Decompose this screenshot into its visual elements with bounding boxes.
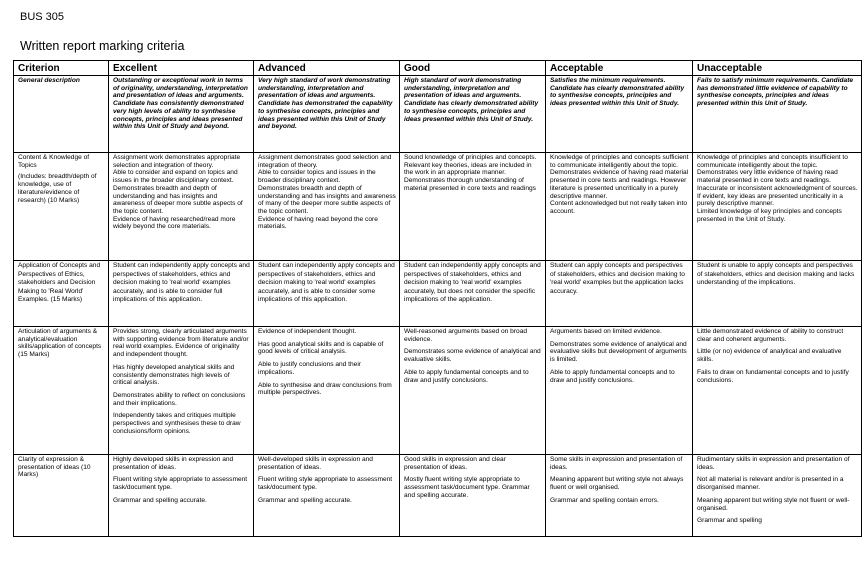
advanced-cell [254,455,400,537]
descriptor-line: Evidence of independent thought. [258,328,357,335]
descriptor-line: Fluent writing style appropriate to assessment task/document type. [113,476,248,492]
advanced-cell: Student can independently apply concepts and perspectives of stakeholders, ethics and decision making to 'real world' examples accurately, and is able to consider some implications of this application. [254,261,400,327]
descriptor-line: If evident, key ideas are presented uncritically in a purely descriptive manner. [697,192,843,208]
unacceptable-cell [693,327,862,455]
criterion-cell: General description [14,76,109,153]
descriptor-line: Able to justify conclusions and their implications. [258,361,361,376]
descriptor-line: Demonstrates ability to reflect on conclusions and their implications. [113,391,246,407]
excellent-cell: Outstanding or exceptional work in terms of originality, understanding, interpretation and presentation of ideas and arguments. Candidate has consistently demonstrated very high levels of ability to synthesise concepts, principles and ideas presented within this Unit of Study and beyond. [109,76,254,153]
descriptor-line: Demonstrates evidence of having read material presented in core texts and readings. However literature is presented uncritically in a purely descriptive manner. [550,169,689,200]
descriptor-line: Fluent writing style appropriate to assessment task/document type. [258,476,393,492]
descriptor-line: Evidence of having read beyond the core materials. [258,215,378,231]
course-code: BUS 305 [20,11,65,23]
criterion-title: Content & Knowledge of Topics [18,154,90,169]
descriptor-line: Grammar and spelling accurate. [258,496,352,504]
descriptor-line: Able to synthesise and draw conclusions from multiple perspectives. [258,381,392,397]
table-row-content-knowledge [14,153,862,261]
excellent-cell: Student can independently apply concepts and perspectives of stakeholders, ethics and decision making to 'real world' examples accurately, and is able to consider full implications of this application. [109,261,254,327]
descriptor-line: Able to apply fundamental concepts and to draw and justify conclusions. [404,368,529,384]
descriptor-line: Good skills in expression and clear presentation of ideas. [404,456,506,471]
table-row-general-description [14,76,862,153]
descriptor-line: Demonstrates breadth and depth of understanding and has insights and awareness of deeper more subtle aspects of the topic content. [113,184,243,215]
advanced-cell: Very high standard of work demonstrating understanding, interpretation and presentation of ideas and arguments. Candidate has demonstrated the capability to synthesise concepts, principles and ideas presented within this Unit of Study and beyond. [254,76,400,153]
descriptor-line: Not all material is relevant and/or is presented in a disorganised manner. [697,476,844,492]
unacceptable-cell [693,455,862,537]
descriptor-line: Fails to draw on fundamental concepts and to justify conclusions. [697,368,849,384]
acceptable-cell: Student can apply concepts and perspectives of stakeholders, ethics and decision making to 'real world' examples but the application lacks accuracy. [546,261,693,327]
criterion-cell: Articulation of arguments & analytical/evaluation skills/application of concepts (15 Marks) [14,327,109,455]
advanced-cell [254,153,400,261]
criterion-cell: Application of Concepts and Perspectives of Ethics, stakeholders and Decision Making to 'Real World' Examples. (15 Marks) [14,261,109,327]
acceptable-cell: Satisfies the minimum requirements. Candidate has clearly demonstrated ability to synthesise concepts, principles and ideas presented within this Unit of Study. [546,76,693,153]
page-title: Written report marking criteria [20,39,185,53]
excellent-cell [109,327,254,455]
column-header-good: Good [400,61,546,76]
good-cell [400,153,546,261]
descriptor-line: Grammar and spelling [697,517,762,525]
descriptor-line: Rudimentary skills in expression and presentation of ideas. [697,456,850,471]
descriptor-line: Little demonstrated evidence of ability to construct clear and coherent arguments. [697,328,844,343]
descriptor-line: Sound knowledge of principles and concepts. Relevant key theories, ideas are included in the work in an appropriate manner. [404,154,537,177]
descriptor-line: Grammar and spelling contain errors. [550,496,659,504]
excellent-cell [109,455,254,537]
good-cell: High standard of work demonstrating understanding, interpretation and presentation of ideas and arguments. Candidate has clearly demonstrated ability to synthesise concepts, principles and ideas presented within this Unit of Study. [400,76,546,153]
table-row-clarity-of-expression [14,455,862,537]
descriptor-line: Demonstrates thorough understanding of material presented in core texts and readings [404,177,536,192]
column-header-excellent: Excellent [109,61,254,76]
descriptor-line: Highly developed skills in expression and presentation of ideas. [113,456,234,471]
acceptable-cell [546,153,693,261]
acceptable-cell [546,455,693,537]
good-cell [400,327,546,455]
criterion-detail: (Includes: breadth/depth of knowledge, use of literature/evidence of research) (10 Marks) [18,173,97,204]
descriptor-line: Meaning apparent but writing style not fluent or well-organised. [697,496,850,512]
descriptor-line: Able to consider topics and issues in the broader disciplinary context. [258,169,376,185]
excellent-cell [109,153,254,261]
descriptor-line: Well-developed skills in expression and presentation of ideas. [258,456,373,471]
descriptor-line: Demonstrates very little evidence of having read material presented in core texts and readings. Inaccurate or inconsistent acknowledgment of sources. [697,169,858,192]
descriptor-line: Some skills in expression and presentation of ideas. [550,456,683,471]
descriptor-line: Able to consider and expand on topics and issues in the broader disciplinary context. [113,169,238,185]
descriptor-line: Has good analytical skills and is capable of good levels of critical analysis. [258,340,384,356]
descriptor-line: Knowledge of principles and concepts insufficient to communicate intelligently about the topic. [697,154,848,169]
marking-criteria-table [13,60,862,537]
descriptor-line: Demonstrates some evidence of analytical and evaluative skills but development of arguments is limited. [550,340,687,364]
descriptor-line: Assignment work demonstrates appropriate selection and integration of theory. [113,154,241,169]
descriptor-line: Demonstrates some evidence of analytical and evaluative skills. [404,348,541,364]
good-cell [400,455,546,537]
unacceptable-cell [693,153,862,261]
unacceptable-cell: Student is unable to apply concepts and perspectives of stakeholders, ethics and decision making and lacks understanding of the implications. [693,261,862,327]
column-header-criterion: Criterion [14,61,109,76]
descriptor-line: Able to apply fundamental concepts and to draw and justify conclusions. [550,368,675,384]
good-cell: Student can independently apply concepts and perspectives of stakeholders, ethics and decision making to 'real world' examples accurately, but does not consider the specific implications of the application. [400,261,546,327]
descriptor-line: Provides strong, clearly articulated arguments with supporting evidence from literature and/or real world examples. Evidence of originality and independent thought. [113,328,249,359]
descriptor-line: Independently takes and critiques multiple perspectives and synthesises these to draw conclusions/form opinions. [113,412,241,435]
table-row-application-of-concepts [14,261,862,327]
descriptor-line: Knowledge of principles and concepts sufficient to communicate intelligently about the topic. [550,154,689,169]
unacceptable-cell: Fails to satisfy minimum requirements. Candidate has demonstrated little evidence of capability to synthesise concepts, principles and ideas presented within this Unit of Study. [693,76,862,153]
criterion-cell: Clarity of expression & presentation of ideas (10 Marks) [14,455,109,537]
descriptor-line: Arguments based on limited evidence. [550,328,662,335]
table-row-articulation-of-arguments [14,327,862,455]
descriptor-line: Has highly developed analytical skills and consistently demonstrates high levels of critical analysis. [113,363,235,387]
acceptable-cell [546,327,693,455]
descriptor-line: Content acknowledged but not really taken into account. [550,200,688,215]
descriptor-line: Grammar and spelling accurate. [113,496,207,504]
column-header-acceptable: Acceptable [546,61,693,76]
descriptor-line: Little (or no) evidence of analytical and evaluative skills. [697,348,842,364]
criterion-cell [14,153,109,261]
header-row [14,61,862,76]
column-header-unacceptable: Unacceptable [693,61,862,76]
advanced-cell [254,327,400,455]
descriptor-line: Meaning apparent but writing style not always fluent or well organised. [550,476,684,492]
descriptor-line: Demonstrates breadth and depth of understanding and has insights and awareness of many of the deeper more subtle aspects of the topic content. [258,184,396,215]
descriptor-line: Well-reasoned arguments based on broad evidence. [404,328,528,343]
column-header-advanced: Advanced [254,61,400,76]
descriptor-line: Assignment demonstrates good selection and integration of theory. [258,154,392,169]
descriptor-line: Evidence of having researched/read more widely beyond the core materials. [113,215,236,231]
descriptor-line: Mostly fluent writing style appropriate to assessment task/document type. Grammar and spelling accurate. [404,476,530,499]
descriptor-line: Limited knowledge of key principles and concepts presented in the Unit of Study. [697,207,842,223]
